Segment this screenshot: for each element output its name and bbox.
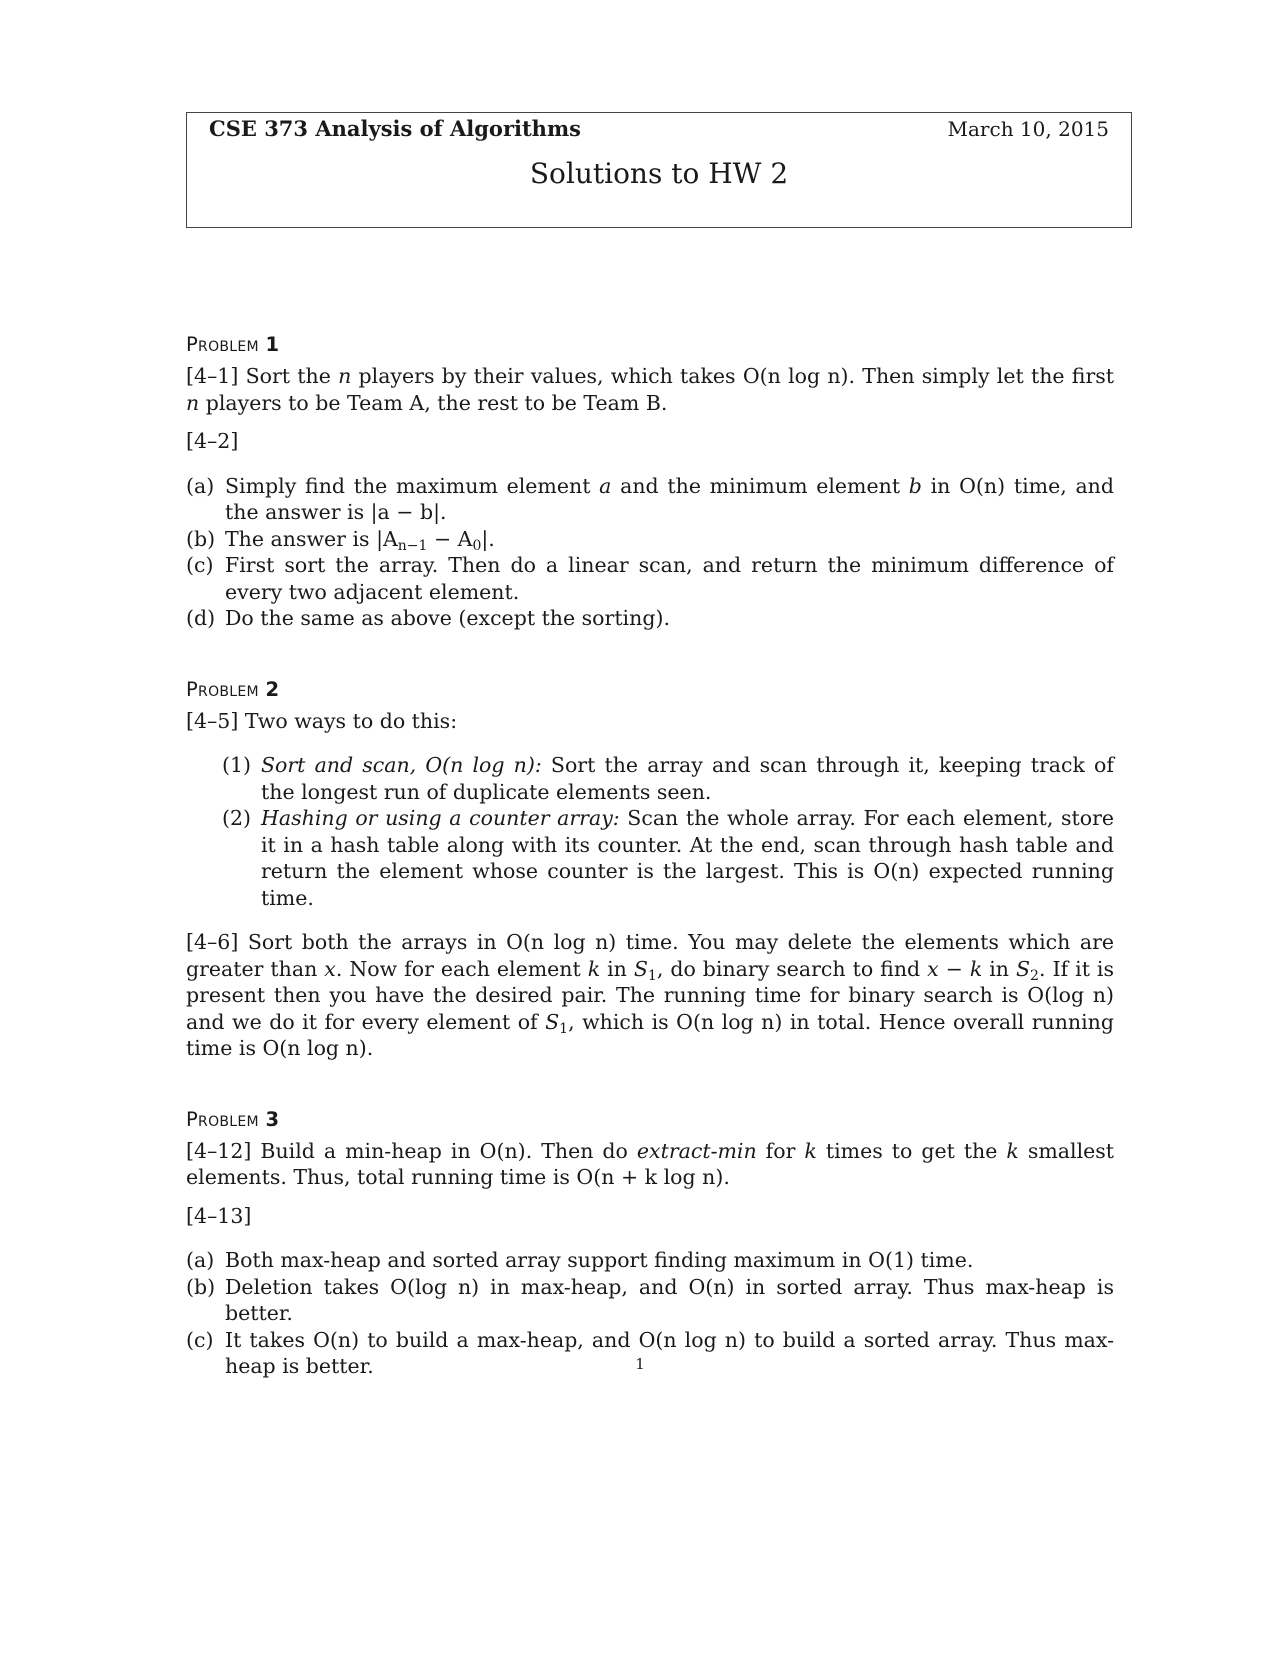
problem-4-5-paragraph: [4–5] Two ways to do this: (186, 708, 458, 733)
problem-1-heading: Problem 1 (186, 333, 280, 356)
document-body (186, 327, 1114, 1380)
problem-4-2-tag: [4–2] (186, 429, 239, 453)
problem-4-6-paragraph: [4–6] Sort both the arrays in O(n log n) time. You may delete the elements which are greater than x. Now for each element k in $S_1$, do binary search to find x − k in $S_2$. If it is present then you have the desired pair. The running time for binary search is O(log n) and we do it for every element of $S_1$, which is O(n log n) in total. Hence overall running time is O(n log n). (186, 930, 1115, 1060)
problem-4-2-list (186, 473, 1114, 632)
header-box (186, 112, 1132, 228)
list-item: (c) First sort the array. Then do a linear scan, and return the minimum difference of every two adjacent element. (186, 553, 1114, 604)
document-title: Solutions to HW 2 (529, 157, 789, 190)
list-item: (b) The answer is $|A_{n-1} - A_0|$. (186, 526, 495, 554)
problem-4-12-paragraph: [4–12] Build a min-heap in O(n). Then do extract-min for k times to get the k smallest elements. Thus, total running time is O(n + k log n). (186, 1138, 1115, 1189)
list-item: (a) Both max-heap and sorted array support finding maximum in O(1) time. (186, 1248, 974, 1272)
list-item: (a) Simply find the maximum element a and the minimum element b in O(n) time, and the answer is |a − b|. (186, 473, 1114, 524)
list-item: (b) Deletion takes O(log n) in max-heap, and O(n) in sorted array. Thus max-heap is better. (186, 1274, 1114, 1325)
list-item: (1) Sort and scan, O(n log n): Sort the array and scan through it, keeping track of the longest run of duplicate elements seen. (222, 753, 1114, 804)
problem-2-heading: Problem 2 (186, 677, 280, 701)
page-number: 1 (635, 1355, 645, 1373)
list-item: (d) Do the same as above (except the sorting). (186, 606, 670, 630)
course-title: CSE 373 Analysis of Algorithms (209, 116, 581, 141)
document-date: March 10, 2015 (947, 117, 1109, 141)
problem-4-1-paragraph: [4–1] Sort the n players by their values, which takes O(n log n). Then simply let the first n players to be Team A, the rest to be Team B. (186, 364, 1115, 415)
problem-4-5-list (222, 752, 1114, 911)
problem-4-13-tag: [4–13] (186, 1203, 252, 1228)
list-item: (c) It takes O(n) to build a max-heap, and O(n log n) to build a sorted array. Thus max-heap is better. (186, 1327, 1114, 1378)
problem-3-heading: Problem 3 (186, 1107, 280, 1131)
list-item: (2) Hashing or using a counter array: Scan the whole array. For each element, store it in a hash table along with its counter. At the end, scan through hash table and return the element whose counter is the largest. This is O(n) expected running time. (222, 806, 1114, 910)
